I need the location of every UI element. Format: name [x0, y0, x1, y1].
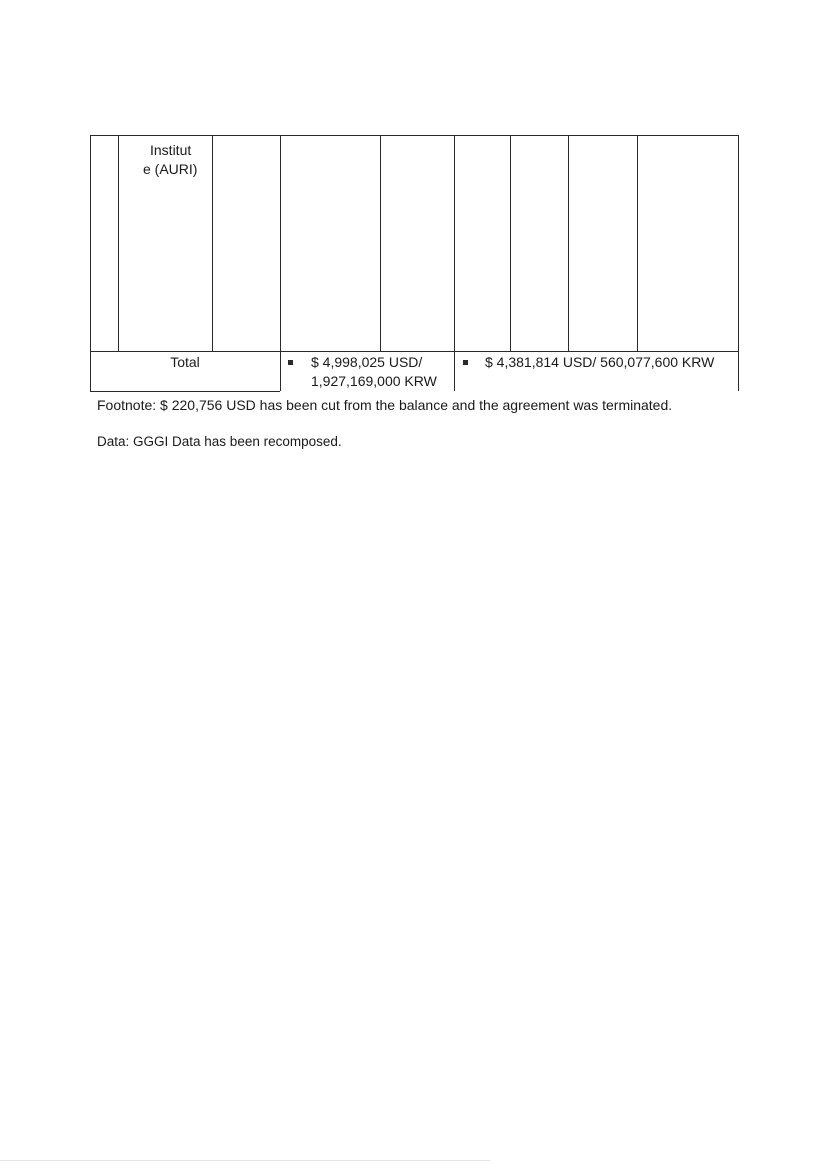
col-border [637, 135, 638, 351]
col-border [568, 135, 569, 351]
table-top-border [90, 135, 739, 136]
col-border [212, 135, 213, 351]
total-committed-krw: 1,927,169,000 KRW [311, 373, 437, 389]
col-border [280, 135, 281, 391]
data-source-note: Data: GGGI Data has been recomposed. [97, 434, 342, 449]
col-border [454, 135, 455, 391]
col-border [738, 135, 739, 391]
col-border [118, 135, 119, 351]
scan-edge-line [0, 1160, 490, 1161]
col-border [510, 135, 511, 351]
bullet-icon [288, 360, 293, 365]
institution-name-line2: e (AURI) [143, 161, 198, 177]
col-border [380, 135, 381, 351]
total-cell-bottom-border [90, 391, 280, 392]
institution-name-line1: Institut [150, 142, 192, 158]
total-label: Total [170, 354, 200, 370]
bullet-icon [463, 360, 468, 365]
footnote: Footnote: $ 220,756 USD has been cut from the balance and the agreement was terminated. [97, 397, 673, 413]
total-committed-usd: $ 4,998,025 USD/ [311, 354, 423, 370]
table-row-divider [90, 351, 739, 352]
total-disbursed: $ 4,381,814 USD/ 560,077,600 KRW [485, 354, 715, 370]
